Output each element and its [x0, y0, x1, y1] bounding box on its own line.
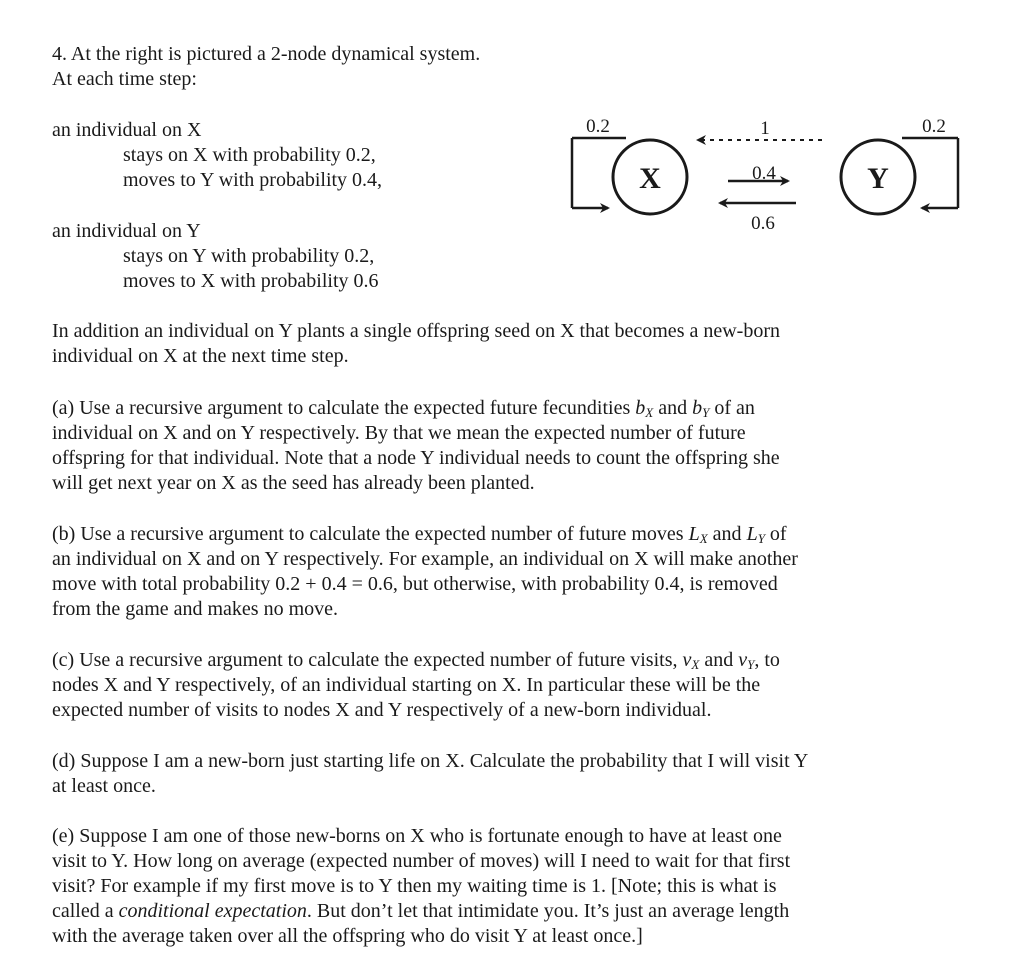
edge-y-to-x-prob: 0.6: [751, 213, 775, 234]
problem-intro-line1: 4. At the right is pictured a 2-node dynamical system.: [52, 43, 481, 65]
addition-row: In addition an individual on Y plants a single offspring seed on X that becomes a new-born: [52, 320, 780, 342]
node-y-label: Y: [867, 162, 889, 195]
part-d-row: at least once.: [52, 775, 156, 797]
moves-ly: $L_Y$: [746, 523, 765, 546]
part-b-row: move with total probability 0.2 + 0.4 = 0.6, but otherwise, with probability 0.4, is removed: [52, 573, 778, 595]
part-e-row: (e) Suppose I am one of those new-borns on X who is fortunate enough to have at least one: [52, 825, 782, 847]
part-d-row: (d) Suppose I am a new-born just starting life on X. Calculate the probability that I will visit Y: [52, 750, 809, 772]
self-loop-x-prob: 0.2: [586, 116, 610, 137]
part-e-row: visit to Y. How long on average (expected number of moves) will I need to wait for that first: [52, 850, 791, 872]
two-node-diagram: [560, 110, 970, 240]
self-loop-y-prob: 0.2: [922, 116, 946, 137]
visits-vy: $v_Y$: [738, 649, 755, 672]
part-c-row: (c) Use a recursive argument to calculate the expected number of future visits, $v_X$ and $v_Y$, to: [52, 649, 780, 672]
problem-intro-line2: At each time step:: [52, 68, 197, 90]
node-y-move-rule: moves to X with probability 0.6: [123, 270, 379, 292]
part-a-text: (a) Use a recursive argument to calculate the expected future fecundities: [52, 397, 636, 419]
part-b-text: (b) Use a recursive argument to calculate the expected number of future moves: [52, 523, 689, 545]
moves-lx: $L_X$: [688, 523, 708, 546]
part-d-paragraph: [52, 749, 932, 799]
part-e-row: called a conditional expectation. But don’t let that intimidate you. It’s just an average length: [52, 900, 790, 922]
part-e-row: visit? For example if my first move is to Y then my waiting time is 1. [Note; this is what is: [52, 875, 777, 897]
node-y-stay-rule: stays on Y with probability 0.2,: [123, 245, 375, 267]
part-c-row: nodes X and Y respectively, of an individual starting on X. In particular these will be the: [52, 674, 761, 696]
edge-x-to-y-prob: 0.4: [752, 163, 776, 184]
addition-row: individual on X at the next time step.: [52, 345, 349, 367]
node-x-rule-label: an individual on X: [52, 119, 202, 141]
node-x-label: X: [639, 162, 661, 195]
visits-vx: $v_X$: [682, 649, 700, 672]
node-x-move-rule: moves to Y with probability 0.4,: [123, 169, 383, 191]
part-a-row: (a) Use a recursive argument to calculate the expected future fecundities $b_X$ and $b_Y$ of an: [52, 397, 755, 420]
part-e-row: with the average taken over all the offspring who do visit Y at least once.]: [52, 925, 643, 947]
part-a-row: offspring for that individual. Note that a node Y individual needs to count the offspring she: [52, 447, 780, 469]
addition-paragraph: [52, 319, 932, 369]
part-c-row: expected number of visits to nodes X and Y respectively of a new-born individual.: [52, 699, 712, 721]
part-e-paragraph: [52, 824, 932, 949]
node-x-stay-rule: stays on X with probability 0.2,: [123, 144, 376, 166]
fecundity-bx: $b_X$: [635, 397, 654, 420]
conditional-expectation-term: conditional expectation: [118, 900, 307, 922]
part-a-paragraph: [52, 396, 932, 496]
part-a-row: will get next year on X as the seed has already been planted.: [52, 472, 535, 494]
part-c-paragraph: [52, 648, 932, 723]
part-c-text: (c) Use a recursive argument to calculate the expected number of future visits,: [52, 649, 683, 671]
part-b-row: from the game and makes no move.: [52, 598, 339, 620]
part-a-row: individual on X and on Y respectively. By that we mean the expected number of future: [52, 422, 746, 444]
part-b-row: (b) Use a recursive argument to calculate the expected number of future moves $L_X$ and $L_Y$ of: [52, 523, 787, 546]
seed-edge-prob: 1: [760, 118, 770, 139]
fecundity-by: $b_Y$: [692, 397, 710, 420]
node-y-rule-label: an individual on Y: [52, 220, 201, 242]
part-b-row: an individual on X and on Y respectively. For example, an individual on X will make another: [52, 548, 798, 570]
part-b-paragraph: [52, 522, 932, 622]
